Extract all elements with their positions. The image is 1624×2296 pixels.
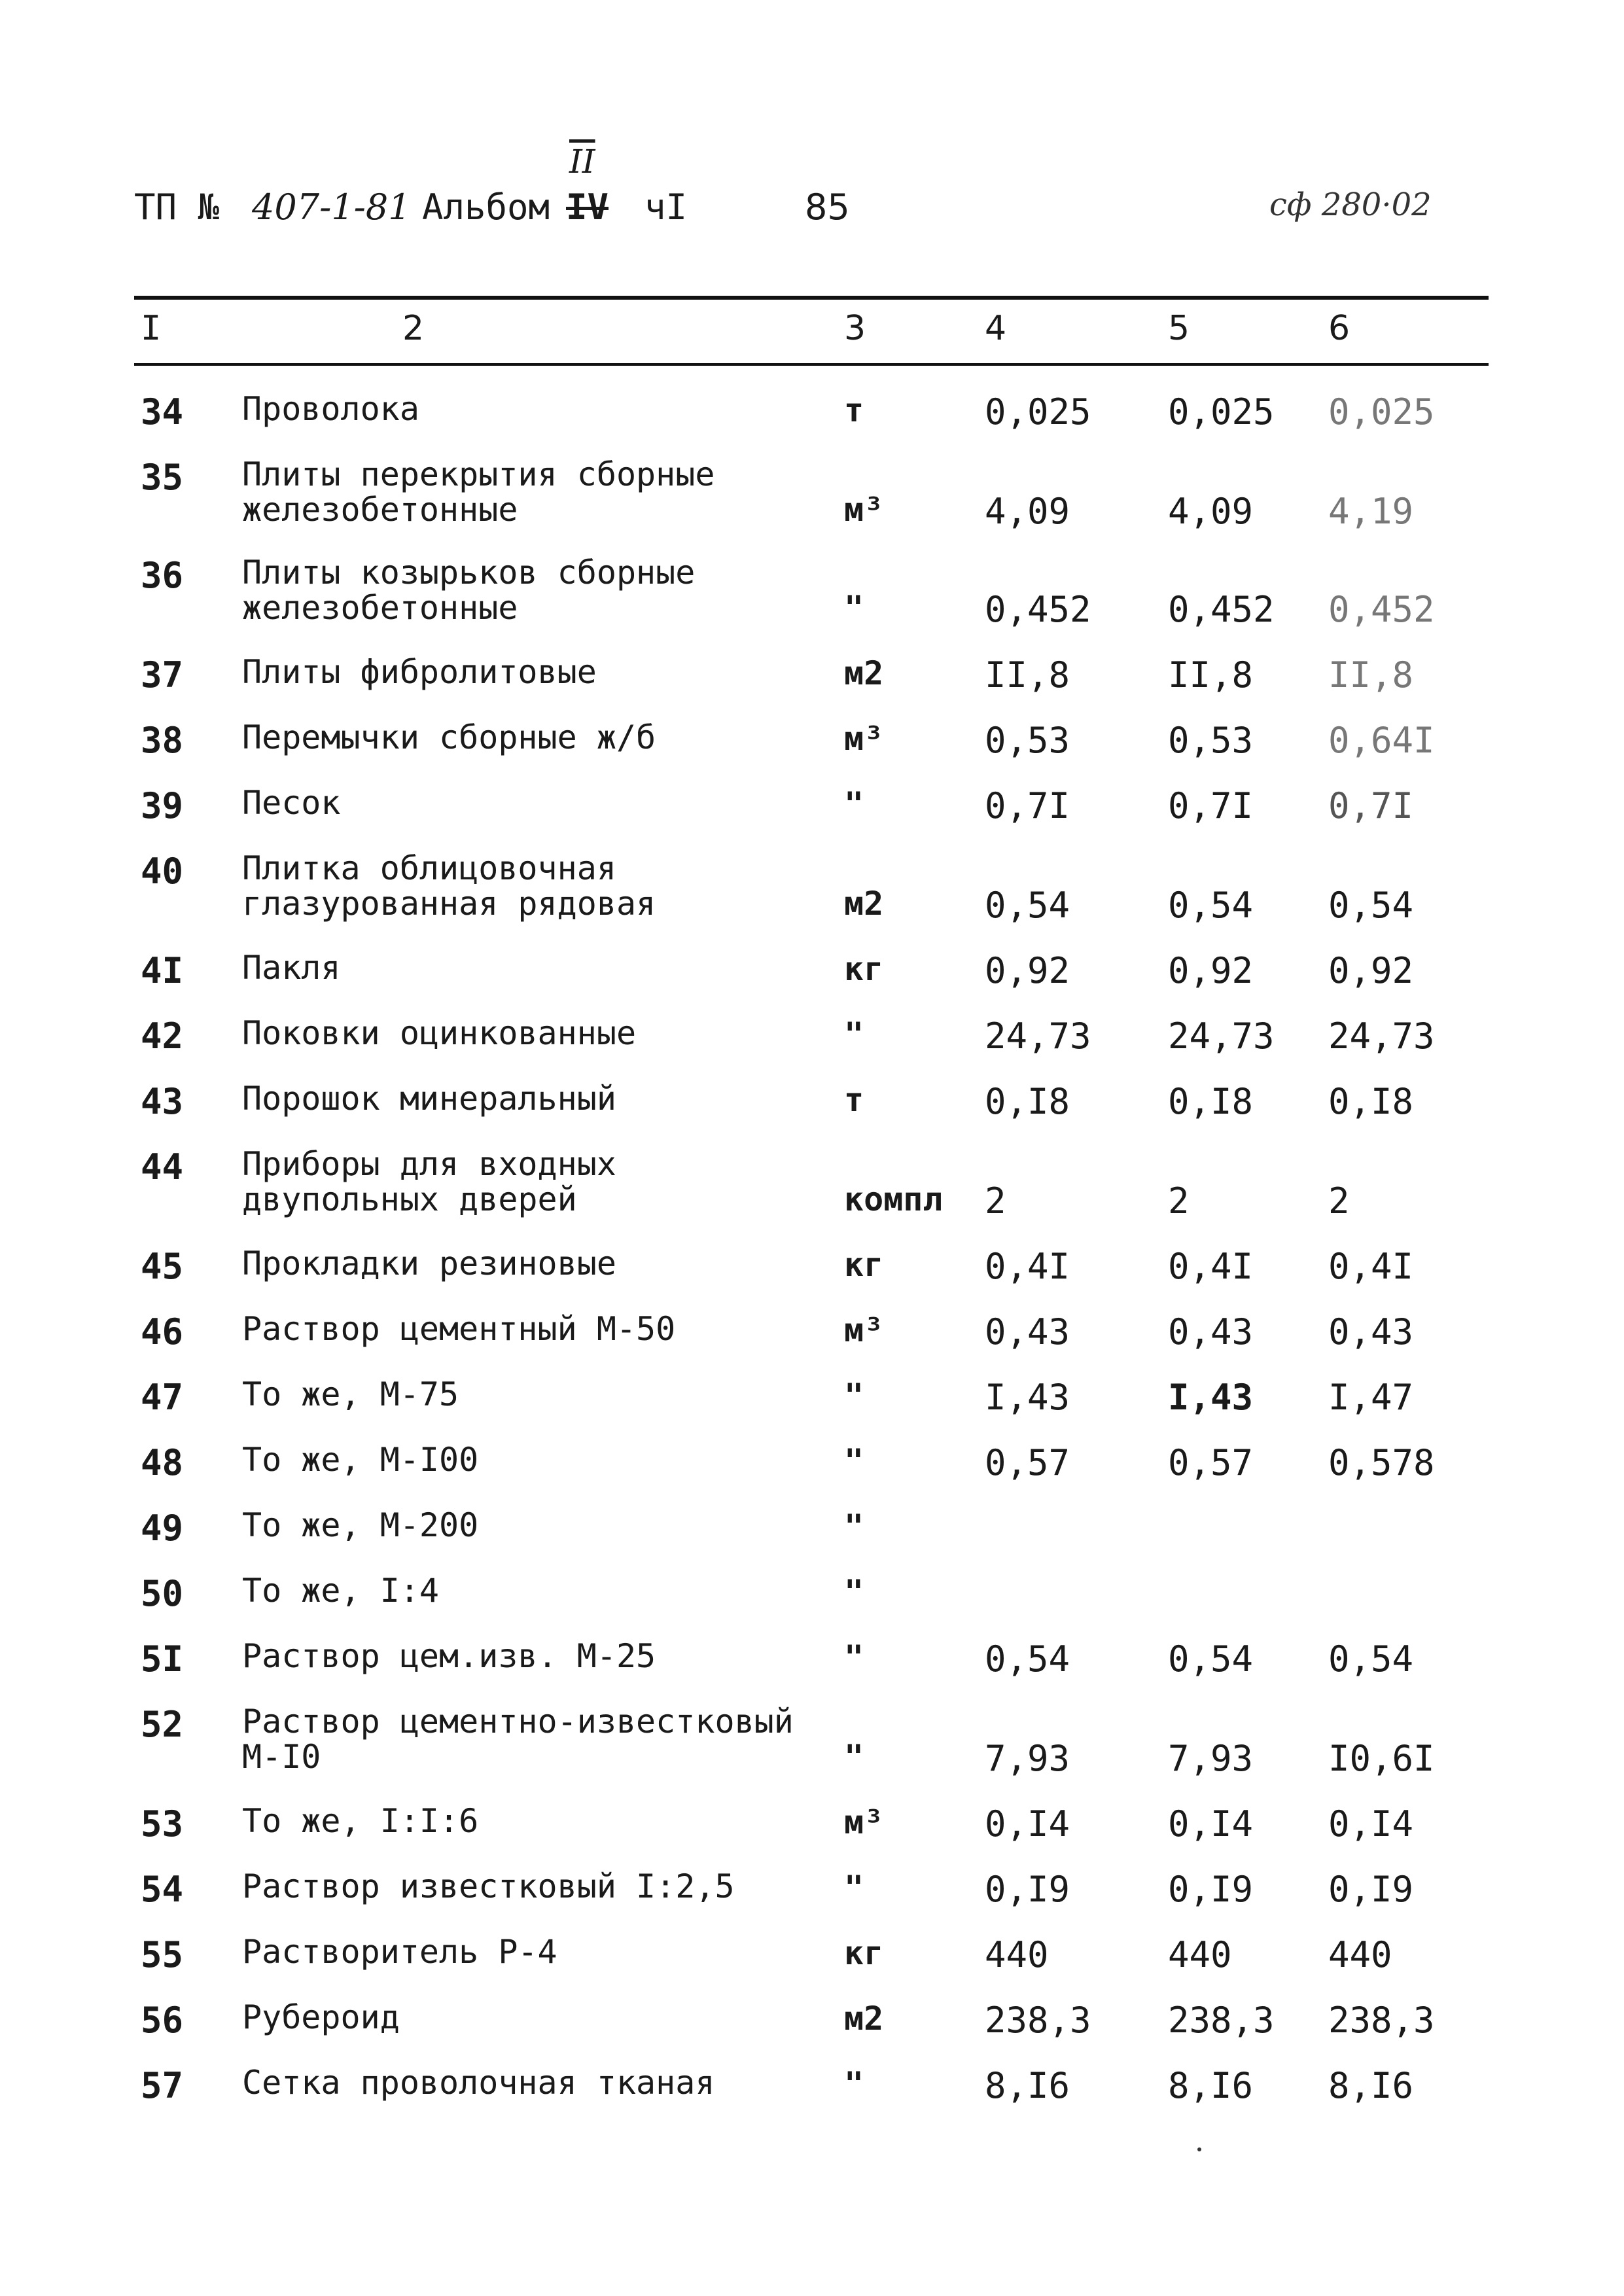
value-col6: 0,452 xyxy=(1328,589,1435,630)
material-name: То же, М-I00 xyxy=(242,1441,479,1479)
unit: " xyxy=(844,1738,864,1776)
row-number: 34 xyxy=(141,391,184,433)
value-col6: I,47 xyxy=(1328,1377,1414,1418)
value-col4: 0,452 xyxy=(985,589,1091,630)
material-name: То же, М-75 xyxy=(242,1375,459,1413)
value-col4: 4,09 xyxy=(985,491,1070,532)
unit: м2 xyxy=(844,654,884,692)
material-name: То же, I:4 xyxy=(242,1572,440,1610)
unit: кг xyxy=(844,1934,884,1972)
unit: " xyxy=(844,1377,864,1415)
value-col6: 0,025 xyxy=(1328,391,1435,433)
row-number: 47 xyxy=(141,1377,184,1418)
value-col5: 0,452 xyxy=(1168,589,1275,630)
row-number: 35 xyxy=(141,457,184,498)
page-number: 85 xyxy=(805,186,850,228)
material-name: Раствор цементно-известковый М-I0 xyxy=(242,1703,794,1776)
material-name: То же, М-200 xyxy=(242,1506,479,1544)
row-number: 49 xyxy=(141,1508,184,1549)
value-col6: 0,43 xyxy=(1328,1311,1414,1352)
album-struck-number: IV xyxy=(566,186,609,228)
value-col4: 238,3 xyxy=(985,2000,1091,2041)
value-col5: 440 xyxy=(1168,1934,1232,1975)
unit: " xyxy=(844,1869,864,1907)
value-col5: 0,54 xyxy=(1168,1638,1254,1680)
value-col4: 8,I6 xyxy=(985,2065,1070,2106)
unit: м³ xyxy=(844,1803,884,1841)
material-name: Прокладки резиновые xyxy=(242,1245,616,1282)
row-number: 55 xyxy=(141,1934,184,1975)
value-col5: 0,53 xyxy=(1168,720,1254,761)
row-number: 57 xyxy=(141,2065,184,2106)
column-header-5: 5 xyxy=(1168,309,1190,348)
doc-prefix: ТП № xyxy=(134,186,220,228)
unit: кг xyxy=(844,1246,884,1284)
row-number: 56 xyxy=(141,2000,184,2041)
ink-speck xyxy=(1197,2147,1201,2151)
value-col5: 0,43 xyxy=(1168,1311,1254,1352)
value-col4: 0,025 xyxy=(985,391,1091,433)
value-col5: I,43 xyxy=(1168,1377,1254,1418)
value-col4: 0,54 xyxy=(985,1638,1070,1680)
value-col4: 440 xyxy=(985,1934,1049,1975)
row-number: 43 xyxy=(141,1081,184,1122)
material-name: Раствор известковый I:2,5 xyxy=(242,1867,735,1905)
value-col5: 4,09 xyxy=(1168,491,1254,532)
material-name: Поковки оцинкованные xyxy=(242,1014,637,1052)
value-col5: 238,3 xyxy=(1168,2000,1275,2041)
row-number: 5I xyxy=(141,1638,184,1680)
column-header-1: I xyxy=(141,309,162,348)
row-number: 48 xyxy=(141,1442,184,1483)
value-col5: 2 xyxy=(1168,1180,1190,1222)
value-col6: 238,3 xyxy=(1328,2000,1435,2041)
document-code: сф 280·02 xyxy=(1269,186,1432,223)
row-number: 52 xyxy=(141,1704,184,1745)
unit: м2 xyxy=(844,885,884,923)
row-number: 38 xyxy=(141,720,184,761)
value-col6: II,8 xyxy=(1328,654,1414,696)
row-number: 36 xyxy=(141,555,184,596)
row-number: 37 xyxy=(141,654,184,696)
material-name: Раствор цементный М-50 xyxy=(242,1310,676,1348)
value-col5: 0,57 xyxy=(1168,1442,1254,1483)
value-col5: 0,7I xyxy=(1168,785,1254,826)
value-col4: 0,43 xyxy=(985,1311,1070,1352)
table-header-rule xyxy=(134,363,1489,366)
material-name: Раствор цем.изв. М-25 xyxy=(242,1637,656,1675)
material-name: Приборы для входных двупольных дверей xyxy=(242,1145,616,1218)
value-col6: 0,4I xyxy=(1328,1246,1414,1287)
value-col4: 0,92 xyxy=(985,950,1070,991)
row-number: 53 xyxy=(141,1803,184,1845)
material-name: Растворитель Р-4 xyxy=(242,1933,557,1971)
material-name: Плиты козырьков сборные железобетонные xyxy=(242,554,696,627)
value-col6: 0,578 xyxy=(1328,1442,1435,1483)
value-col5: 0,92 xyxy=(1168,950,1254,991)
value-col4: 0,I4 xyxy=(985,1803,1070,1845)
row-number: 54 xyxy=(141,1869,184,1910)
unit: компл xyxy=(844,1180,943,1218)
part-label: чI xyxy=(644,186,688,228)
value-col5: 0,I9 xyxy=(1168,1869,1254,1910)
value-col6: 0,I4 xyxy=(1328,1803,1414,1845)
value-col5: 0,4I xyxy=(1168,1246,1254,1287)
column-header-4: 4 xyxy=(985,309,1007,348)
value-col6: 0,I9 xyxy=(1328,1869,1414,1910)
unit: м2 xyxy=(844,2000,884,2038)
value-col6: 0,64I xyxy=(1328,720,1435,761)
material-name: Сетка проволочная тканая xyxy=(242,2064,715,2102)
unit: " xyxy=(844,589,864,627)
row-number: 44 xyxy=(141,1146,184,1188)
value-col6: 0,54 xyxy=(1328,885,1414,926)
unit: м³ xyxy=(844,491,884,529)
row-number: 4I xyxy=(141,950,184,991)
value-col5: II,8 xyxy=(1168,654,1254,696)
value-col6: 4,19 xyxy=(1328,491,1414,532)
album-label: Альбом xyxy=(422,186,550,228)
value-col5: 0,I8 xyxy=(1168,1081,1254,1122)
value-col4: 2 xyxy=(985,1180,1006,1222)
table-top-rule xyxy=(134,296,1489,300)
column-header-3: 3 xyxy=(844,309,866,348)
value-col5: 24,73 xyxy=(1168,1016,1275,1057)
value-col4: II,8 xyxy=(985,654,1070,696)
material-name: Песок xyxy=(242,784,341,822)
value-col5: 0,025 xyxy=(1168,391,1275,433)
value-col6: 0,92 xyxy=(1328,950,1414,991)
value-col4: 0,54 xyxy=(985,885,1070,926)
unit: " xyxy=(844,1508,864,1545)
value-col5: 7,93 xyxy=(1168,1738,1254,1779)
value-col4: I,43 xyxy=(985,1377,1070,1418)
value-col6: I0,6I xyxy=(1328,1738,1435,1779)
project-number: 407-1-81 xyxy=(252,186,411,228)
unit: " xyxy=(844,1638,864,1676)
material-name: То же, I:I:6 xyxy=(242,1802,479,1840)
material-name: Плитка облицовочная глазурованная рядовая xyxy=(242,849,656,923)
row-number: 42 xyxy=(141,1016,184,1057)
row-number: 39 xyxy=(141,785,184,826)
value-col6: 0,7I xyxy=(1328,785,1414,826)
material-name: Проволока xyxy=(242,390,419,428)
value-col5: 8,I6 xyxy=(1168,2065,1254,2106)
row-number: 50 xyxy=(141,1573,184,1614)
unit: м³ xyxy=(844,1311,884,1349)
unit: " xyxy=(844,1573,864,1611)
row-number: 45 xyxy=(141,1246,184,1287)
value-col4: 0,57 xyxy=(985,1442,1070,1483)
unit: т xyxy=(844,1081,864,1119)
value-col4: 0,I8 xyxy=(985,1081,1070,1122)
material-name: Плиты фибролитовые xyxy=(242,653,597,691)
value-col5: 0,54 xyxy=(1168,885,1254,926)
value-col4: 0,I9 xyxy=(985,1869,1070,1910)
unit: " xyxy=(844,1016,864,1053)
row-number: 40 xyxy=(141,851,184,892)
row-number: 46 xyxy=(141,1311,184,1352)
material-name: Рубероид xyxy=(242,1998,400,2036)
value-col6: 2 xyxy=(1328,1180,1350,1222)
album-handwritten-number: $\overline{II}$ xyxy=(569,143,595,181)
value-col4: 0,7I xyxy=(985,785,1070,826)
unit: т xyxy=(844,391,864,429)
value-col6: 0,I8 xyxy=(1328,1081,1414,1122)
unit: " xyxy=(844,785,864,823)
column-header-2: 2 xyxy=(402,309,425,348)
unit: м³ xyxy=(844,720,884,758)
value-col4: 7,93 xyxy=(985,1738,1070,1779)
material-name: Порошок минеральный xyxy=(242,1080,616,1118)
value-col6: 0,54 xyxy=(1328,1638,1414,1680)
value-col6: 24,73 xyxy=(1328,1016,1435,1057)
material-name: Плиты перекрытия сборные железобетонные xyxy=(242,455,715,529)
material-name: Пакля xyxy=(242,949,341,987)
value-col4: 0,53 xyxy=(985,720,1070,761)
column-header-6: 6 xyxy=(1328,309,1350,348)
unit: " xyxy=(844,1442,864,1480)
value-col4: 0,4I xyxy=(985,1246,1070,1287)
value-col6: 440 xyxy=(1328,1934,1392,1975)
value-col6: 8,I6 xyxy=(1328,2065,1414,2106)
unit: " xyxy=(844,2065,864,2103)
value-col5: 0,I4 xyxy=(1168,1803,1254,1845)
material-name: Перемычки сборные ж/б xyxy=(242,718,656,756)
value-col4: 24,73 xyxy=(985,1016,1091,1057)
unit: кг xyxy=(844,950,884,988)
